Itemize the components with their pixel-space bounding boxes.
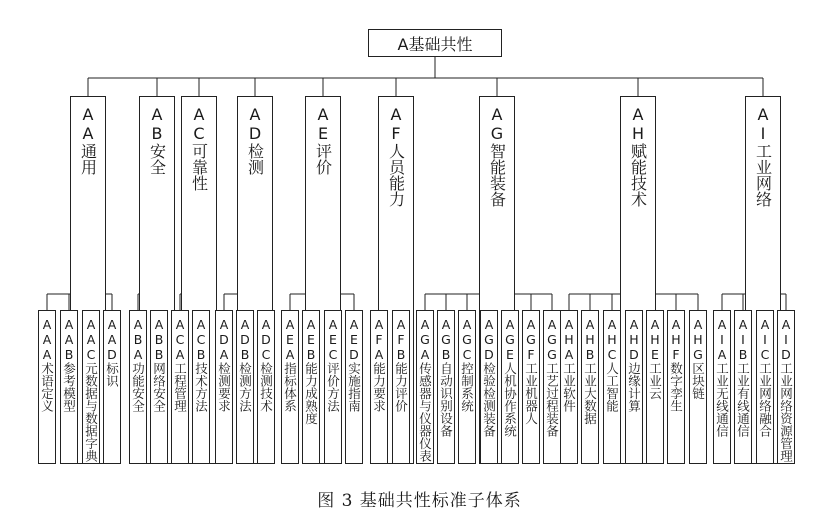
sub-label: ACB技术方法 bbox=[193, 317, 209, 412]
sub-node bbox=[501, 310, 519, 464]
sub-node bbox=[103, 310, 121, 464]
category-label: AC可靠性 bbox=[189, 105, 209, 191]
sub-label: ABA功能安全 bbox=[130, 317, 146, 412]
sub-node bbox=[150, 310, 168, 464]
sub-label: AHA工业软件 bbox=[561, 317, 577, 412]
sub-label: AHG区块链 bbox=[690, 317, 706, 400]
sub-label: AID工业网络资源管理 bbox=[778, 317, 794, 462]
sub-label: AHE工业云 bbox=[647, 317, 663, 400]
sub-node bbox=[171, 310, 189, 464]
category-label: AD检测 bbox=[245, 105, 265, 175]
sub-node bbox=[480, 310, 498, 464]
sub-node bbox=[281, 310, 299, 464]
sub-node bbox=[370, 310, 388, 464]
sub-label: AAC元数据与数据字典 bbox=[83, 317, 99, 462]
root-label: A基础共性 bbox=[397, 34, 473, 54]
category-label: AG智能装备 bbox=[487, 105, 507, 207]
sub-label: AFB能力评价 bbox=[393, 317, 409, 412]
sub-label: AIC工业网络融合 bbox=[757, 317, 773, 437]
figure-caption: 图 3 基础共性标准子体系 bbox=[317, 491, 522, 511]
sub-node bbox=[60, 310, 78, 464]
sub-node bbox=[324, 310, 342, 464]
sub-node bbox=[129, 310, 147, 464]
sub-node bbox=[236, 310, 254, 464]
sub-label: AGC控制系统 bbox=[459, 317, 475, 412]
category-label: AI工业网络 bbox=[753, 105, 773, 207]
sub-node bbox=[392, 310, 410, 464]
sub-node bbox=[667, 310, 685, 464]
sub-node bbox=[689, 310, 707, 464]
sub-label: AHD边缘计算 bbox=[626, 317, 642, 412]
sub-label: AGF工业机器人 bbox=[523, 317, 539, 425]
sub-node bbox=[625, 310, 643, 464]
sub-node bbox=[734, 310, 752, 464]
sub-label: ABB网络安全 bbox=[151, 317, 167, 412]
sub-node bbox=[543, 310, 561, 464]
sub-node bbox=[257, 310, 275, 464]
sub-node bbox=[560, 310, 578, 464]
sub-label: AEB能力成熟度 bbox=[303, 317, 319, 425]
sub-label: AAD标识 bbox=[104, 317, 120, 387]
sub-node bbox=[603, 310, 621, 464]
sub-label: AHC人工智能 bbox=[604, 317, 620, 412]
sub-node bbox=[345, 310, 363, 464]
sub-label: AEA指标体系 bbox=[282, 317, 298, 412]
category-label: AE评价 bbox=[313, 105, 333, 175]
sub-label: AHF数字孪生 bbox=[668, 317, 684, 412]
sub-label: AED实施指南 bbox=[346, 317, 362, 412]
category-label: AH赋能技术 bbox=[628, 105, 648, 207]
sub-label: AGG工艺过程装备 bbox=[544, 317, 560, 437]
sub-node bbox=[713, 310, 731, 464]
sub-label: AGA传感器与仪器仪表 bbox=[417, 317, 433, 462]
sub-node bbox=[416, 310, 434, 464]
sub-node bbox=[82, 310, 100, 464]
category-label: AF人员能力 bbox=[386, 105, 406, 207]
sub-label: AAA术语定义 bbox=[39, 317, 55, 412]
category-label: AA通用 bbox=[78, 105, 98, 175]
sub-label: AEC评价方法 bbox=[325, 317, 341, 412]
sub-node bbox=[777, 310, 795, 464]
sub-node bbox=[437, 310, 455, 464]
sub-node bbox=[581, 310, 599, 464]
sub-label: ADB检测方法 bbox=[237, 317, 253, 412]
sub-node bbox=[522, 310, 540, 464]
sub-node bbox=[38, 310, 56, 464]
sub-node bbox=[302, 310, 320, 464]
sub-label: AGE人机协作系统 bbox=[502, 317, 518, 437]
sub-label: ADC检测技术 bbox=[258, 317, 274, 412]
sub-label: AGD检验检测装备 bbox=[481, 317, 497, 437]
sub-node bbox=[646, 310, 664, 464]
sub-label: AHB工业大数据 bbox=[582, 317, 598, 425]
sub-label: AIB工业有线通信 bbox=[735, 317, 751, 437]
sub-label: AIA工业无线通信 bbox=[714, 317, 730, 437]
category-label: AB安全 bbox=[147, 105, 167, 175]
root-node bbox=[368, 29, 502, 57]
sub-label: AFA能力要求 bbox=[371, 317, 387, 412]
sub-node bbox=[192, 310, 210, 464]
sub-label: ADA检测要求 bbox=[216, 317, 232, 412]
sub-node bbox=[458, 310, 476, 464]
sub-node bbox=[756, 310, 774, 464]
sub-label: ACA工程管理 bbox=[172, 317, 188, 412]
sub-label: AGB自动识别设备 bbox=[438, 317, 454, 437]
sub-label: AAB参考模型 bbox=[61, 317, 77, 412]
sub-node bbox=[215, 310, 233, 464]
